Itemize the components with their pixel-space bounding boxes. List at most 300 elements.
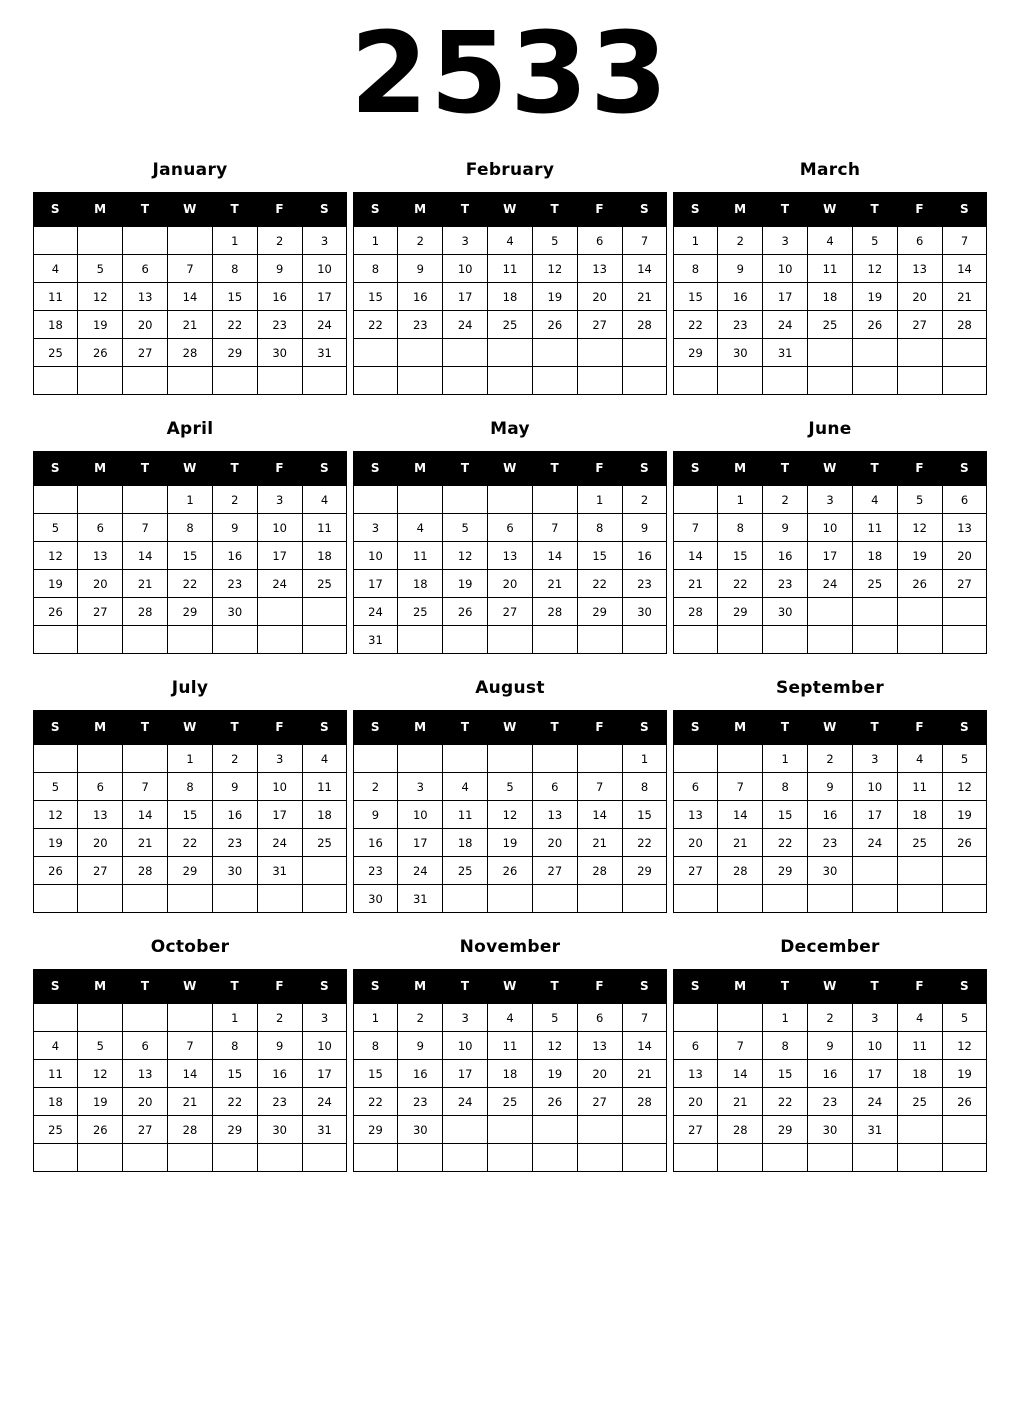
day-cell[interactable]: 3	[852, 1004, 897, 1032]
day-cell[interactable]: 23	[763, 570, 808, 598]
day-cell[interactable]: 18	[398, 570, 443, 598]
day-cell[interactable]: 31	[257, 857, 302, 885]
day-cell[interactable]: 4	[488, 1004, 533, 1032]
day-cell[interactable]: 24	[852, 1088, 897, 1116]
day-cell[interactable]: 23	[622, 570, 667, 598]
day-cell[interactable]: 9	[353, 801, 398, 829]
day-cell[interactable]: 28	[123, 857, 168, 885]
day-cell[interactable]: 6	[123, 255, 168, 283]
day-cell[interactable]: 29	[168, 857, 213, 885]
day-cell[interactable]: 24	[808, 570, 853, 598]
day-cell[interactable]: 12	[852, 255, 897, 283]
day-cell[interactable]: 18	[488, 283, 533, 311]
day-cell[interactable]: 13	[673, 1060, 718, 1088]
day-cell[interactable]: 3	[257, 745, 302, 773]
day-cell[interactable]: 23	[808, 1088, 853, 1116]
day-cell[interactable]: 21	[673, 570, 718, 598]
day-cell[interactable]: 29	[622, 857, 667, 885]
day-cell[interactable]: 3	[398, 773, 443, 801]
day-cell[interactable]: 12	[78, 283, 123, 311]
day-cell[interactable]: 4	[33, 255, 78, 283]
day-cell[interactable]: 21	[718, 829, 763, 857]
day-cell[interactable]: 24	[443, 311, 488, 339]
day-cell[interactable]: 31	[852, 1116, 897, 1144]
day-cell[interactable]: 13	[577, 1032, 622, 1060]
day-cell[interactable]: 19	[33, 570, 78, 598]
day-cell[interactable]: 20	[942, 542, 987, 570]
day-cell[interactable]: 17	[398, 829, 443, 857]
day-cell[interactable]: 16	[808, 1060, 853, 1088]
day-cell[interactable]: 5	[443, 514, 488, 542]
day-cell[interactable]: 12	[942, 773, 987, 801]
day-cell[interactable]: 28	[718, 857, 763, 885]
day-cell[interactable]: 14	[622, 255, 667, 283]
day-cell[interactable]: 25	[33, 1116, 78, 1144]
day-cell[interactable]: 26	[33, 598, 78, 626]
day-cell[interactable]: 11	[897, 773, 942, 801]
day-cell[interactable]: 22	[212, 311, 257, 339]
day-cell[interactable]: 10	[852, 1032, 897, 1060]
day-cell[interactable]: 22	[673, 311, 718, 339]
day-cell[interactable]: 26	[78, 1116, 123, 1144]
day-cell[interactable]: 21	[622, 283, 667, 311]
day-cell[interactable]: 1	[622, 745, 667, 773]
day-cell[interactable]: 22	[212, 1088, 257, 1116]
day-cell[interactable]: 23	[398, 1088, 443, 1116]
day-cell[interactable]: 6	[897, 227, 942, 255]
day-cell[interactable]: 31	[763, 339, 808, 367]
day-cell[interactable]: 20	[78, 570, 123, 598]
day-cell[interactable]: 24	[353, 598, 398, 626]
day-cell[interactable]: 25	[897, 1088, 942, 1116]
day-cell[interactable]: 14	[532, 542, 577, 570]
day-cell[interactable]: 5	[78, 255, 123, 283]
day-cell[interactable]: 28	[168, 1116, 213, 1144]
day-cell[interactable]: 2	[763, 486, 808, 514]
day-cell[interactable]: 4	[852, 486, 897, 514]
day-cell[interactable]: 28	[673, 598, 718, 626]
day-cell[interactable]: 4	[443, 773, 488, 801]
day-cell[interactable]: 22	[763, 829, 808, 857]
day-cell[interactable]: 5	[488, 773, 533, 801]
day-cell[interactable]: 17	[852, 801, 897, 829]
day-cell[interactable]: 27	[78, 598, 123, 626]
day-cell[interactable]: 5	[942, 1004, 987, 1032]
day-cell[interactable]: 11	[302, 514, 347, 542]
day-cell[interactable]: 17	[443, 1060, 488, 1088]
day-cell[interactable]: 9	[718, 255, 763, 283]
day-cell[interactable]: 25	[852, 570, 897, 598]
day-cell[interactable]: 14	[718, 1060, 763, 1088]
day-cell[interactable]: 28	[577, 857, 622, 885]
day-cell[interactable]: 7	[532, 514, 577, 542]
day-cell[interactable]: 10	[808, 514, 853, 542]
day-cell[interactable]: 24	[763, 311, 808, 339]
day-cell[interactable]: 12	[897, 514, 942, 542]
day-cell[interactable]: 8	[577, 514, 622, 542]
day-cell[interactable]: 1	[577, 486, 622, 514]
day-cell[interactable]: 18	[897, 801, 942, 829]
day-cell[interactable]: 26	[852, 311, 897, 339]
day-cell[interactable]: 25	[808, 311, 853, 339]
day-cell[interactable]: 7	[673, 514, 718, 542]
day-cell[interactable]: 15	[353, 1060, 398, 1088]
day-cell[interactable]: 29	[763, 1116, 808, 1144]
day-cell[interactable]: 20	[488, 570, 533, 598]
day-cell[interactable]: 28	[532, 598, 577, 626]
day-cell[interactable]: 7	[123, 514, 168, 542]
day-cell[interactable]: 29	[353, 1116, 398, 1144]
day-cell[interactable]: 4	[897, 1004, 942, 1032]
day-cell[interactable]: 3	[443, 1004, 488, 1032]
day-cell[interactable]: 11	[33, 1060, 78, 1088]
day-cell[interactable]: 17	[302, 283, 347, 311]
day-cell[interactable]: 18	[443, 829, 488, 857]
day-cell[interactable]: 20	[532, 829, 577, 857]
day-cell[interactable]: 9	[257, 1032, 302, 1060]
day-cell[interactable]: 22	[353, 1088, 398, 1116]
day-cell[interactable]: 16	[398, 283, 443, 311]
day-cell[interactable]: 27	[897, 311, 942, 339]
day-cell[interactable]: 24	[398, 857, 443, 885]
day-cell[interactable]: 1	[673, 227, 718, 255]
day-cell[interactable]: 18	[897, 1060, 942, 1088]
day-cell[interactable]: 24	[852, 829, 897, 857]
day-cell[interactable]: 2	[257, 227, 302, 255]
day-cell[interactable]: 17	[763, 283, 808, 311]
day-cell[interactable]: 27	[123, 339, 168, 367]
day-cell[interactable]: 1	[168, 745, 213, 773]
day-cell[interactable]: 6	[577, 1004, 622, 1032]
day-cell[interactable]: 19	[852, 283, 897, 311]
day-cell[interactable]: 8	[353, 1032, 398, 1060]
day-cell[interactable]: 11	[33, 283, 78, 311]
day-cell[interactable]: 27	[577, 1088, 622, 1116]
day-cell[interactable]: 12	[33, 801, 78, 829]
day-cell[interactable]: 22	[622, 829, 667, 857]
day-cell[interactable]: 23	[212, 829, 257, 857]
day-cell[interactable]: 16	[808, 801, 853, 829]
day-cell[interactable]: 30	[622, 598, 667, 626]
day-cell[interactable]: 27	[78, 857, 123, 885]
day-cell[interactable]: 11	[302, 773, 347, 801]
day-cell[interactable]: 24	[302, 311, 347, 339]
day-cell[interactable]: 18	[302, 542, 347, 570]
day-cell[interactable]: 11	[852, 514, 897, 542]
day-cell[interactable]: 6	[78, 773, 123, 801]
day-cell[interactable]: 26	[942, 1088, 987, 1116]
day-cell[interactable]: 14	[123, 801, 168, 829]
day-cell[interactable]: 21	[532, 570, 577, 598]
day-cell[interactable]: 22	[353, 311, 398, 339]
day-cell[interactable]: 6	[532, 773, 577, 801]
day-cell[interactable]: 30	[808, 1116, 853, 1144]
day-cell[interactable]: 1	[763, 1004, 808, 1032]
day-cell[interactable]: 10	[353, 542, 398, 570]
day-cell[interactable]: 31	[302, 1116, 347, 1144]
day-cell[interactable]: 21	[622, 1060, 667, 1088]
day-cell[interactable]: 27	[942, 570, 987, 598]
day-cell[interactable]: 16	[212, 801, 257, 829]
day-cell[interactable]: 19	[33, 829, 78, 857]
day-cell[interactable]: 13	[532, 801, 577, 829]
day-cell[interactable]: 25	[488, 1088, 533, 1116]
day-cell[interactable]: 11	[808, 255, 853, 283]
day-cell[interactable]: 3	[763, 227, 808, 255]
day-cell[interactable]: 5	[942, 745, 987, 773]
day-cell[interactable]: 8	[718, 514, 763, 542]
day-cell[interactable]: 15	[353, 283, 398, 311]
day-cell[interactable]: 27	[673, 1116, 718, 1144]
day-cell[interactable]: 18	[488, 1060, 533, 1088]
day-cell[interactable]: 4	[488, 227, 533, 255]
day-cell[interactable]: 15	[168, 542, 213, 570]
day-cell[interactable]: 17	[257, 801, 302, 829]
day-cell[interactable]: 2	[212, 745, 257, 773]
day-cell[interactable]: 25	[897, 829, 942, 857]
day-cell[interactable]: 24	[302, 1088, 347, 1116]
day-cell[interactable]: 2	[257, 1004, 302, 1032]
day-cell[interactable]: 18	[33, 1088, 78, 1116]
day-cell[interactable]: 16	[257, 1060, 302, 1088]
day-cell[interactable]: 31	[302, 339, 347, 367]
day-cell[interactable]: 2	[398, 227, 443, 255]
day-cell[interactable]: 8	[212, 255, 257, 283]
day-cell[interactable]: 8	[212, 1032, 257, 1060]
day-cell[interactable]: 24	[257, 829, 302, 857]
day-cell[interactable]: 14	[168, 1060, 213, 1088]
day-cell[interactable]: 1	[353, 1004, 398, 1032]
day-cell[interactable]: 8	[622, 773, 667, 801]
day-cell[interactable]: 19	[488, 829, 533, 857]
day-cell[interactable]: 8	[763, 1032, 808, 1060]
day-cell[interactable]: 19	[897, 542, 942, 570]
day-cell[interactable]: 27	[488, 598, 533, 626]
day-cell[interactable]: 10	[443, 255, 488, 283]
day-cell[interactable]: 5	[33, 514, 78, 542]
day-cell[interactable]: 10	[398, 801, 443, 829]
day-cell[interactable]: 22	[577, 570, 622, 598]
day-cell[interactable]: 27	[673, 857, 718, 885]
day-cell[interactable]: 17	[257, 542, 302, 570]
day-cell[interactable]: 19	[532, 283, 577, 311]
day-cell[interactable]: 15	[763, 801, 808, 829]
day-cell[interactable]: 20	[577, 1060, 622, 1088]
day-cell[interactable]: 30	[398, 1116, 443, 1144]
day-cell[interactable]: 9	[622, 514, 667, 542]
day-cell[interactable]: 15	[168, 801, 213, 829]
day-cell[interactable]: 29	[718, 598, 763, 626]
day-cell[interactable]: 3	[257, 486, 302, 514]
day-cell[interactable]: 4	[302, 745, 347, 773]
day-cell[interactable]: 22	[168, 829, 213, 857]
day-cell[interactable]: 26	[532, 311, 577, 339]
day-cell[interactable]: 29	[577, 598, 622, 626]
day-cell[interactable]: 27	[123, 1116, 168, 1144]
day-cell[interactable]: 23	[257, 311, 302, 339]
day-cell[interactable]: 30	[718, 339, 763, 367]
day-cell[interactable]: 14	[942, 255, 987, 283]
day-cell[interactable]: 24	[257, 570, 302, 598]
day-cell[interactable]: 19	[443, 570, 488, 598]
day-cell[interactable]: 16	[763, 542, 808, 570]
day-cell[interactable]: 6	[123, 1032, 168, 1060]
day-cell[interactable]: 21	[168, 1088, 213, 1116]
day-cell[interactable]: 8	[763, 773, 808, 801]
day-cell[interactable]: 20	[78, 829, 123, 857]
day-cell[interactable]: 18	[852, 542, 897, 570]
day-cell[interactable]: 6	[577, 227, 622, 255]
day-cell[interactable]: 5	[532, 1004, 577, 1032]
day-cell[interactable]: 15	[212, 283, 257, 311]
day-cell[interactable]: 9	[257, 255, 302, 283]
day-cell[interactable]: 13	[577, 255, 622, 283]
day-cell[interactable]: 7	[168, 255, 213, 283]
day-cell[interactable]: 14	[168, 283, 213, 311]
day-cell[interactable]: 11	[897, 1032, 942, 1060]
day-cell[interactable]: 13	[897, 255, 942, 283]
day-cell[interactable]: 7	[622, 1004, 667, 1032]
day-cell[interactable]: 23	[212, 570, 257, 598]
day-cell[interactable]: 3	[302, 1004, 347, 1032]
day-cell[interactable]: 17	[443, 283, 488, 311]
day-cell[interactable]: 27	[532, 857, 577, 885]
day-cell[interactable]: 16	[718, 283, 763, 311]
day-cell[interactable]: 8	[168, 773, 213, 801]
day-cell[interactable]: 30	[212, 598, 257, 626]
day-cell[interactable]: 11	[488, 1032, 533, 1060]
day-cell[interactable]: 3	[852, 745, 897, 773]
day-cell[interactable]: 16	[257, 283, 302, 311]
day-cell[interactable]: 26	[78, 339, 123, 367]
day-cell[interactable]: 5	[33, 773, 78, 801]
day-cell[interactable]: 12	[942, 1032, 987, 1060]
day-cell[interactable]: 17	[852, 1060, 897, 1088]
day-cell[interactable]: 7	[942, 227, 987, 255]
day-cell[interactable]: 21	[577, 829, 622, 857]
day-cell[interactable]: 12	[78, 1060, 123, 1088]
day-cell[interactable]: 1	[168, 486, 213, 514]
day-cell[interactable]: 22	[168, 570, 213, 598]
day-cell[interactable]: 20	[577, 283, 622, 311]
day-cell[interactable]: 9	[398, 1032, 443, 1060]
day-cell[interactable]: 1	[763, 745, 808, 773]
day-cell[interactable]: 10	[302, 1032, 347, 1060]
day-cell[interactable]: 26	[532, 1088, 577, 1116]
day-cell[interactable]: 6	[673, 1032, 718, 1060]
day-cell[interactable]: 13	[673, 801, 718, 829]
day-cell[interactable]: 14	[673, 542, 718, 570]
day-cell[interactable]: 10	[302, 255, 347, 283]
day-cell[interactable]: 7	[718, 1032, 763, 1060]
day-cell[interactable]: 19	[78, 311, 123, 339]
day-cell[interactable]: 3	[443, 227, 488, 255]
day-cell[interactable]: 6	[488, 514, 533, 542]
day-cell[interactable]: 5	[897, 486, 942, 514]
day-cell[interactable]: 14	[123, 542, 168, 570]
day-cell[interactable]: 23	[718, 311, 763, 339]
day-cell[interactable]: 25	[398, 598, 443, 626]
day-cell[interactable]: 17	[353, 570, 398, 598]
day-cell[interactable]: 8	[168, 514, 213, 542]
day-cell[interactable]: 4	[897, 745, 942, 773]
day-cell[interactable]: 5	[78, 1032, 123, 1060]
day-cell[interactable]: 10	[852, 773, 897, 801]
day-cell[interactable]: 18	[302, 801, 347, 829]
day-cell[interactable]: 13	[488, 542, 533, 570]
day-cell[interactable]: 30	[257, 1116, 302, 1144]
day-cell[interactable]: 20	[673, 1088, 718, 1116]
day-cell[interactable]: 13	[123, 1060, 168, 1088]
day-cell[interactable]: 14	[718, 801, 763, 829]
day-cell[interactable]: 26	[33, 857, 78, 885]
day-cell[interactable]: 29	[212, 339, 257, 367]
day-cell[interactable]: 25	[488, 311, 533, 339]
day-cell[interactable]: 15	[212, 1060, 257, 1088]
day-cell[interactable]: 20	[123, 1088, 168, 1116]
day-cell[interactable]: 3	[302, 227, 347, 255]
day-cell[interactable]: 13	[78, 801, 123, 829]
day-cell[interactable]: 20	[897, 283, 942, 311]
day-cell[interactable]: 28	[622, 1088, 667, 1116]
day-cell[interactable]: 11	[443, 801, 488, 829]
day-cell[interactable]: 30	[808, 857, 853, 885]
day-cell[interactable]: 5	[852, 227, 897, 255]
day-cell[interactable]: 2	[808, 1004, 853, 1032]
day-cell[interactable]: 2	[622, 486, 667, 514]
day-cell[interactable]: 2	[718, 227, 763, 255]
day-cell[interactable]: 16	[622, 542, 667, 570]
day-cell[interactable]: 27	[577, 311, 622, 339]
day-cell[interactable]: 13	[942, 514, 987, 542]
day-cell[interactable]: 3	[353, 514, 398, 542]
day-cell[interactable]: 8	[353, 255, 398, 283]
day-cell[interactable]: 30	[763, 598, 808, 626]
day-cell[interactable]: 7	[622, 227, 667, 255]
day-cell[interactable]: 23	[808, 829, 853, 857]
day-cell[interactable]: 6	[78, 514, 123, 542]
day-cell[interactable]: 15	[763, 1060, 808, 1088]
day-cell[interactable]: 15	[673, 283, 718, 311]
day-cell[interactable]: 2	[398, 1004, 443, 1032]
day-cell[interactable]: 21	[718, 1088, 763, 1116]
day-cell[interactable]: 25	[302, 829, 347, 857]
day-cell[interactable]: 7	[718, 773, 763, 801]
day-cell[interactable]: 10	[443, 1032, 488, 1060]
day-cell[interactable]: 4	[302, 486, 347, 514]
day-cell[interactable]: 29	[763, 857, 808, 885]
day-cell[interactable]: 28	[622, 311, 667, 339]
day-cell[interactable]: 6	[942, 486, 987, 514]
day-cell[interactable]: 15	[577, 542, 622, 570]
day-cell[interactable]: 30	[257, 339, 302, 367]
day-cell[interactable]: 28	[123, 598, 168, 626]
day-cell[interactable]: 28	[168, 339, 213, 367]
day-cell[interactable]: 22	[763, 1088, 808, 1116]
day-cell[interactable]: 11	[398, 542, 443, 570]
day-cell[interactable]: 12	[33, 542, 78, 570]
day-cell[interactable]: 13	[123, 283, 168, 311]
day-cell[interactable]: 16	[398, 1060, 443, 1088]
day-cell[interactable]: 26	[443, 598, 488, 626]
day-cell[interactable]: 19	[942, 1060, 987, 1088]
day-cell[interactable]: 29	[673, 339, 718, 367]
day-cell[interactable]: 14	[622, 1032, 667, 1060]
day-cell[interactable]: 7	[168, 1032, 213, 1060]
day-cell[interactable]: 25	[443, 857, 488, 885]
day-cell[interactable]: 19	[942, 801, 987, 829]
day-cell[interactable]: 17	[302, 1060, 347, 1088]
